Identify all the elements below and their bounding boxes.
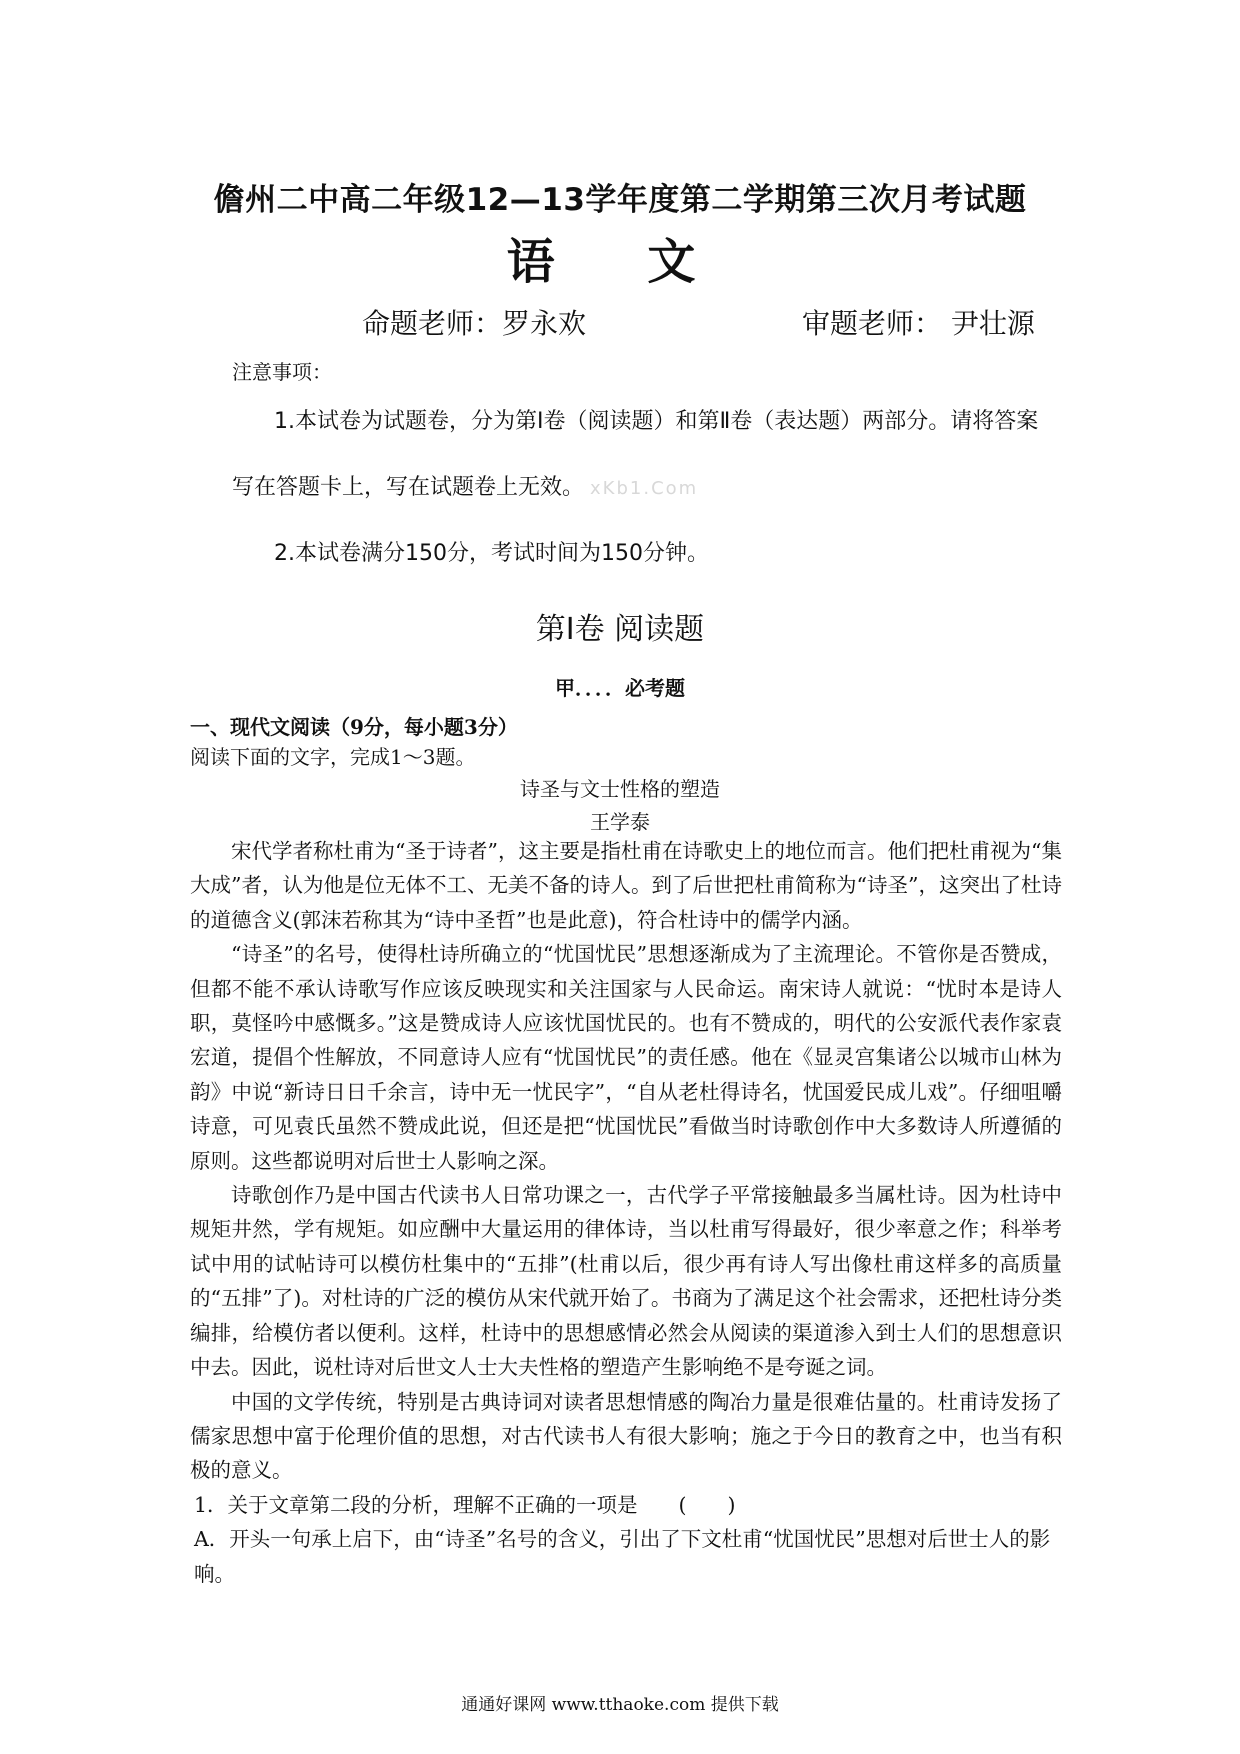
notes-heading: 注意事项： [232, 360, 332, 384]
question-1-option-a: A．开头一句承上启下，由“诗圣”名号的含义，引出了下文杜甫“忧国忧民”思想对后世士人的影响。 [194, 1527, 1051, 1586]
subject-title: 语 文 [506, 234, 734, 290]
question-setter: 命题老师：罗永欢 [362, 307, 587, 340]
page-footer: 通通好课网 www.tthaoke.com 提供下载 [461, 1695, 779, 1715]
article-title: 诗圣与文士性格的塑造 [520, 777, 720, 801]
article-paragraph-2: “诗圣”的名号，使得杜诗所确立的“忧国忧民”思想逐渐成为了主流理论。不管你是否赞成，但都不能不承认诗歌写作应该反映现实和关注国家与人民命运。南宋诗人就说：“忧时本是诗人职，莫怪吟中感慨多。”这是赞成诗人应该忧国忧民的。也有不赞成的，明代的公安派代表作家袁宏道，提倡个性解放，不同意诗人应有“忧国忧民”的责任感。他在《显灵宫集诸公以城市山林为韵》中说“新诗日日千余言，诗中无一忧民字”，“自从老杜得诗名，忧国爱民成儿戏”。仔细咀嚼诗意，可见袁氏虽然不赞成此说，但还是把“忧国忧民”看做当时诗歌创作中大多数诗人所遵循的原则。这些都说明对后世士人影响之深。 [190, 942, 1062, 1173]
article-paragraph-4: 中国的文学传统，特别是古典诗词对读者思想情感的陶冶力量是很难估量的。杜甫诗发扬了儒家思想中富于伦理价值的思想，对古代读书人有很大影响；施之于今日的教育之中，也当有积极的意义。 [190, 1389, 1062, 1483]
note-item-1-text: 写在答题卡上，写在试题卷上无效。 [232, 475, 585, 500]
section-title: 第Ⅰ卷 阅读题 [535, 612, 705, 647]
teacher-info [362, 302, 1035, 342]
article-author: 王学泰 [590, 810, 650, 834]
question-reviewer: 审题老师： 尹壮源 [802, 307, 1035, 340]
reading-instruction: 阅读下面的文字，完成1～3题。 [190, 745, 476, 769]
note-item-2: 2.本试卷满分150分，考试时间为150分钟。 [274, 541, 709, 566]
watermark: xKb1.Com [590, 478, 699, 499]
question-group-heading: 一、现代文阅读（9分，每小题3分） [190, 715, 518, 739]
note-item-1-line-2 [232, 470, 698, 501]
question-1-stem: 1．关于文章第二段的分析，理解不正确的一项是 ( ) [194, 1492, 736, 1517]
article-body [190, 834, 1062, 1591]
note-item-1-line-1: 1.本试卷为试题卷，分为第Ⅰ卷（阅读题）和第Ⅱ卷（表达题）两部分。请将答案 [274, 409, 1039, 434]
exam-title: 儋州二中高二年级12—13学年度第二学期第三次月考试题 [213, 182, 1027, 218]
article-paragraph-3: 诗歌创作乃是中国古代读书人日常功课之一，古代学子平常接触最多当属杜诗。因为杜诗中规矩井然，学有规矩。如应酬中大量运用的律体诗，当以杜甫写得最好，很少率意之作；科举考试中用的试帖诗可以模仿杜集中的“五排”(杜甫以后，很少再有诗人写出像杜甫这样多的高质量的“五排”了)。对杜诗的广泛的模仿从宋代就开始了。书商为了满足这个社会需求，还把杜诗分类编排，给模仿者以便利。这样，杜诗中的思想感情必然会从阅读的渠道渗入到士人们的思想意识中去。因此，说杜诗对后世文人士大夫性格的塑造产生影响绝不是夸诞之词。 [190, 1183, 1062, 1380]
article-paragraph-1: 宋代学者称杜甫为“圣于诗者”，这主要是指杜甫在诗歌史上的地位而言。他们把杜甫视为“集大成”者，认为他是位无体不工、无美不备的诗人。到了后世把杜甫简称为“诗圣”，这突出了杜诗的道德含义(郭沫若称其为“诗中圣哲”也是此意)，符合杜诗中的儒学内涵。 [190, 839, 1062, 932]
part-heading: 甲．．．．必考题 [555, 676, 685, 700]
